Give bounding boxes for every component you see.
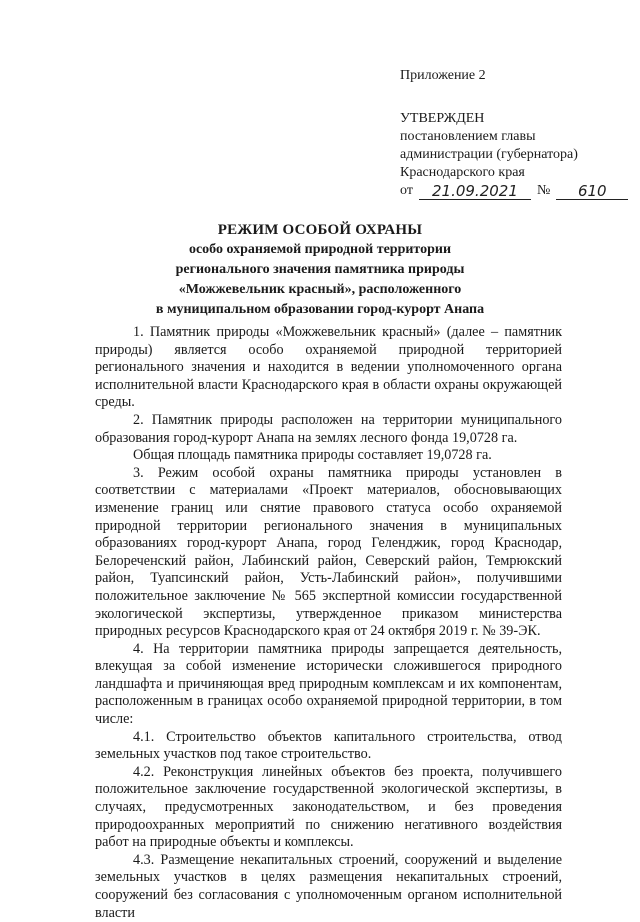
title-line: «Можжевельник красный», расположенного: [178, 282, 462, 297]
approval-date-line: [400, 182, 628, 200]
appendix-label: Приложение 2: [400, 68, 486, 83]
approval-block: [400, 110, 628, 200]
document-title: [0, 220, 640, 320]
number-sign: №: [536, 183, 551, 198]
paragraph-4-1: 4.1. Строительство объектов капитального строительства, отвод земельных участков под такое строительство.: [95, 728, 562, 763]
document-body: [95, 324, 562, 922]
approved-heading: УТВЕРЖДЕН: [400, 111, 485, 126]
paragraph-2: 2. Памятник природы расположен на территории муниципального образования город-курорт Анапа на землях лесного фонда 19,0728 га.: [95, 411, 562, 446]
title-line: особо охраняемой природной территории: [188, 242, 452, 257]
approved-line: администрации (губернатора): [400, 147, 578, 162]
paragraph-3: 3. Режим особой охраны памятника природы установлен в соответствии с материалами «Проект материалов, обосновывающих изменение границ или снятие правового статуса особо охраняемой природной территории регионального значения в муниципальных образованиях город-курорт Анапа, город Геленджик, город Краснодар, Белореченский район, Лабинский район, Северский район, Темрюкский район, Туапсинский район, Усть-Лабинский район», получившими положительное заключение № 565 экспертной комиссии государственной экологической экспертизы, утвержденное приказом министерства природных ресурсов Краснодарского края от 24 октября 2019 г. № 39-ЭК.: [95, 464, 562, 640]
title-line: в муниципальном образовании город-курорт Анапа: [155, 302, 485, 317]
title-main: РЕЖИМ ОСОБОЙ ОХРАНЫ: [217, 222, 423, 238]
handwritten-date: 21.09.2021: [419, 183, 531, 200]
approved-line: Краснодарского края: [400, 165, 525, 180]
paragraph-4-2: 4.2. Реконструкция линейных объектов без проекта, получившего положительное заключение государственной экологической экспертизы, в случаях, предусмотренных законодательством, и без проведения природоохранных мероприятий по снижению негативного воздействия работ на природные объекты и комплексы.: [95, 763, 562, 851]
paragraph-4-3: 4.3. Размещение некапитальных строений, сооружений и выделение земельных участков в целях размещения некапитальных строений, сооружений без согласования с уполномоченным органом исполнительной власти: [95, 851, 562, 921]
approved-line: постановлением главы: [400, 129, 536, 144]
date-prefix: от: [400, 183, 413, 198]
paragraph-4: 4. На территории памятника природы запрещается деятельность, влекущая за собой изменение исторически сложившегося природного ландшафта и причиняющая вред природным комплексам и их компонентам, расположенным в границах особо охраняемой природной территории, в том числе:: [95, 640, 562, 728]
paragraph-area: Общая площадь памятника природы составляет 19,0728 га.: [133, 447, 492, 464]
title-line: регионального значения памятника природы: [175, 262, 465, 277]
paragraph-1: 1. Памятник природы «Можжевельник красный» (далее – памятник природы) является особо охраняемой природной территорией регионального значения и находится в ведении уполномоченного органа исполнительной власти Краснодарского края в области охраны окружающей среды.: [95, 324, 562, 411]
handwritten-number: 610: [556, 183, 628, 200]
